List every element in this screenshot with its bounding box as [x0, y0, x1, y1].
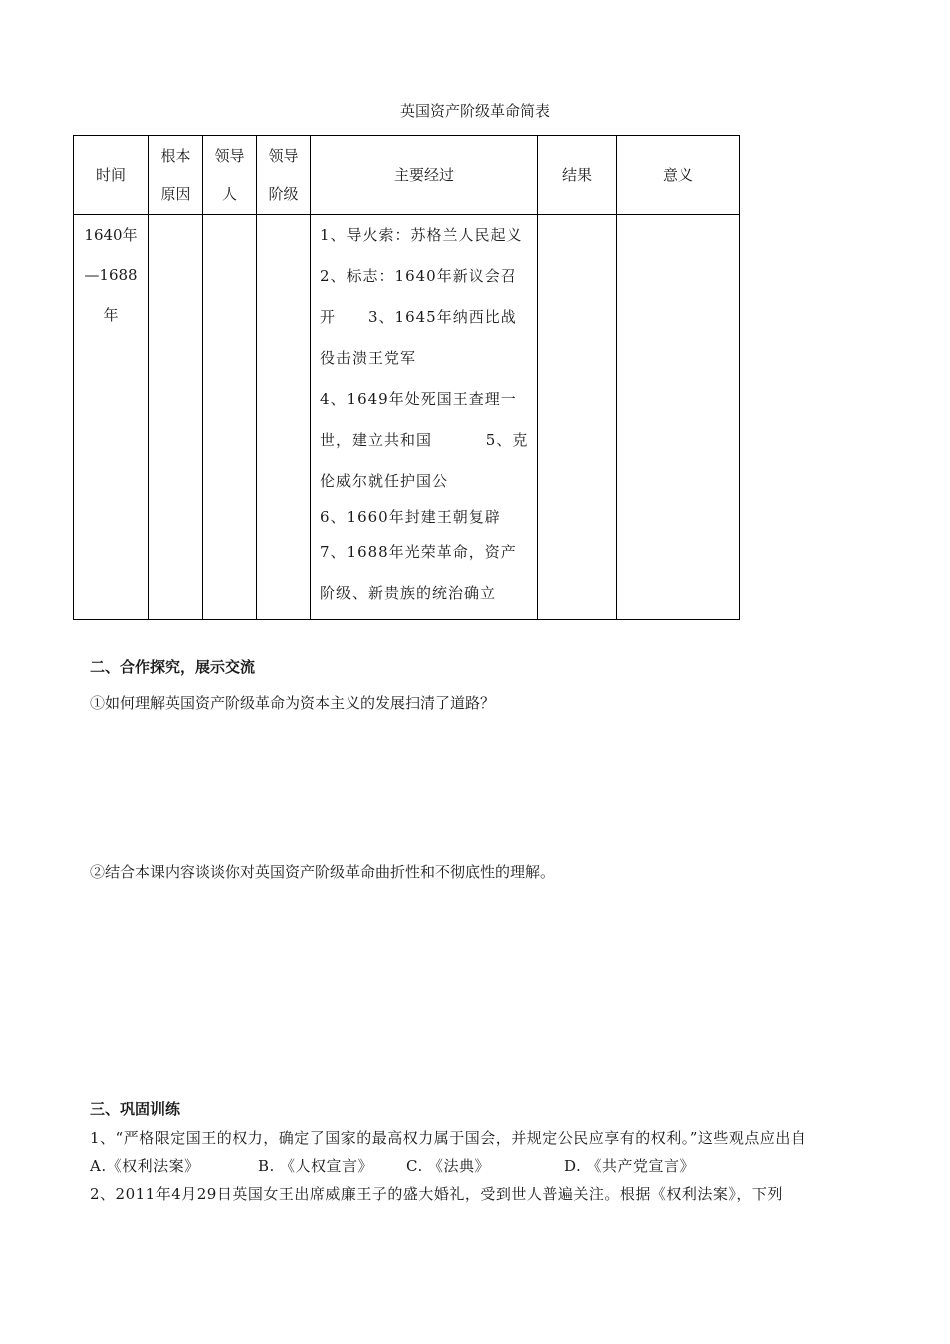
- table-header-row: [74, 136, 740, 215]
- header-process: 主要经过: [311, 136, 538, 215]
- question-2-text: 2、2011年4月29日英国女王出席威廉王子的盛大婚礼，受到世人普遍关注。根据《权利法案》，下列: [90, 1185, 783, 1203]
- section3-question-1: [90, 1124, 865, 1208]
- question-1-text: 1、“严格限定国王的权力，确定了国家的最高权力属于国会，并规定公民应享有的权利。”这些观点应出自: [90, 1129, 807, 1147]
- header-leader-line2: 人: [221, 185, 237, 203]
- option-b[interactable]: B. 《人权宣言》: [258, 1157, 374, 1175]
- process-step-1-3: 1、导火索：苏格兰人民起义 2、标志：1640年新议会召开 3、1645年纳西比战役击溃王党军: [320, 226, 571, 367]
- cell-cause[interactable]: [149, 215, 203, 620]
- time-line1: 1640年: [84, 226, 138, 244]
- cell-time: [74, 215, 149, 620]
- option-a[interactable]: A.《权利法案》: [90, 1157, 200, 1175]
- process-step-6: 6、1660年封建王朝复辟: [320, 508, 501, 526]
- section3-heading: 三、巩固训练: [90, 1100, 181, 1118]
- cell-leader[interactable]: [203, 215, 257, 620]
- header-significance: 意义: [617, 136, 740, 215]
- section2-question-1: ①如何理解英国资产阶级革命为资本主义的发展扫清了道路？: [90, 694, 496, 712]
- section2-heading: 二、合作探究，展示交流: [90, 658, 256, 676]
- cell-class[interactable]: [257, 215, 311, 620]
- question-1-options: [90, 1152, 865, 1180]
- option-c[interactable]: C. 《法典》: [406, 1157, 490, 1175]
- time-line3: 年: [103, 306, 119, 324]
- section2-question-2: ②结合本课内容谈谈你对英国资产阶级革命曲折性和不彻底性的理解。: [90, 863, 556, 881]
- header-leader-line1: 领导: [214, 147, 245, 165]
- table-title: 英国资产阶级革命简表: [399, 102, 550, 120]
- header-cause-line2: 原因: [160, 185, 191, 203]
- cell-result[interactable]: [538, 215, 617, 620]
- header-result: 结果: [538, 136, 617, 215]
- cell-significance[interactable]: [617, 215, 740, 620]
- table-row: [74, 215, 740, 620]
- header-cause: [149, 136, 203, 215]
- process-step-4-5: 4、1649年处死国王查理一世，建立共和国 5、克伦威尔就任护国公: [320, 390, 529, 490]
- process-step-7: 7、1688年光荣革命，资产阶级、新贵族的统治确立: [320, 543, 517, 602]
- header-cause-line1: 根本: [160, 147, 191, 165]
- header-class-line1: 领导: [268, 147, 299, 165]
- header-leader: [203, 136, 257, 215]
- header-class: [257, 136, 311, 215]
- header-time: 时间: [74, 136, 149, 215]
- cell-process: [311, 215, 571, 620]
- header-class-line2: 阶级: [268, 185, 299, 203]
- revolution-summary-table: [73, 135, 740, 620]
- option-d[interactable]: D. 《共产党宣言》: [564, 1157, 696, 1175]
- time-line2: —1688: [84, 266, 138, 284]
